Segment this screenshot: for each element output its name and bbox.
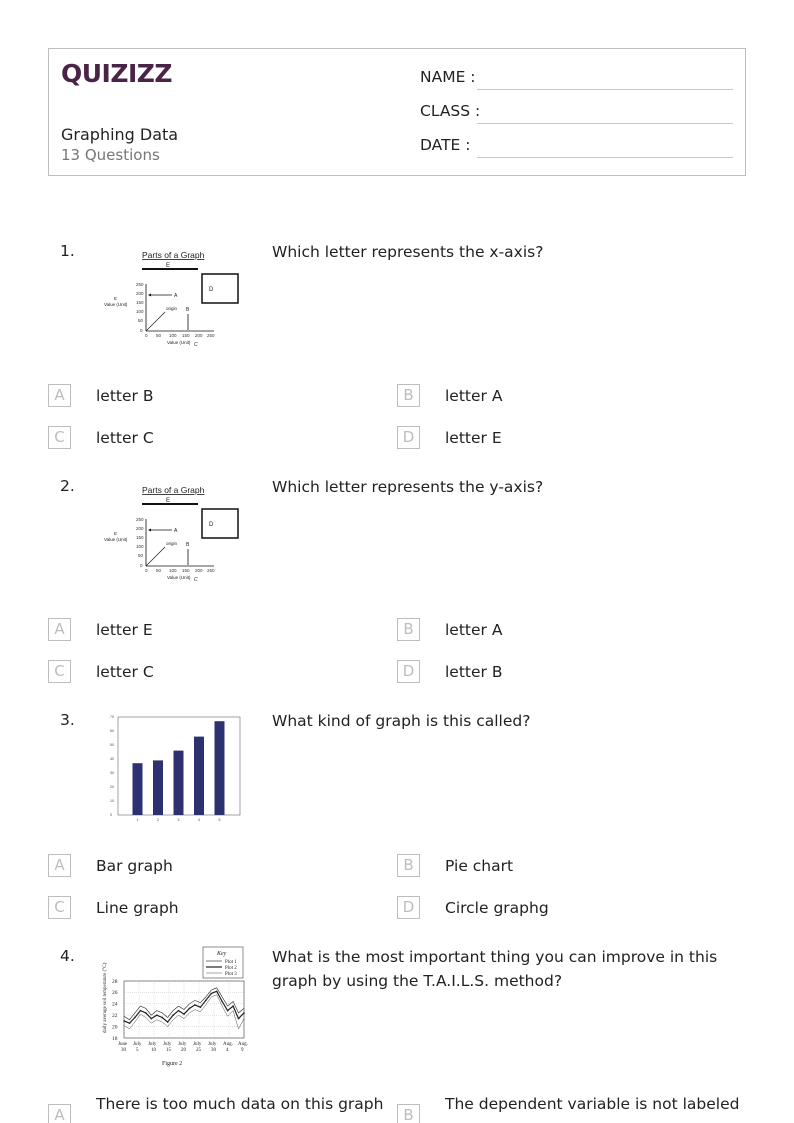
y-tick-label: 20 — [110, 785, 114, 790]
x-axis-label: Value (Unit) — [167, 575, 191, 580]
svg-text:E: E — [114, 296, 118, 301]
date-line — [477, 157, 733, 158]
series-point — [178, 1010, 180, 1012]
question-number: 2. — [60, 477, 75, 495]
option-a-text[interactable]: letter B — [96, 387, 154, 405]
x-tick-label: 2 — [157, 818, 159, 822]
name-label: NAME : — [420, 68, 476, 86]
bar-chart-image — [104, 713, 244, 825]
svg-text:Plot 3: Plot 3 — [225, 972, 237, 977]
svg-text:100: 100 — [136, 544, 144, 549]
y-tick-label: 60 — [110, 729, 114, 734]
y-tick-label: 18 — [112, 1035, 118, 1042]
svg-text:Plot 2: Plot 2 — [225, 966, 237, 971]
svg-text:origin: origin — [166, 306, 178, 311]
svg-text:50: 50 — [156, 333, 162, 338]
bar — [133, 763, 143, 815]
label-b: B — [186, 307, 190, 313]
series-point — [232, 1005, 234, 1007]
label-a: A — [174, 293, 178, 299]
option-b-box[interactable]: B — [397, 618, 420, 641]
option-b-box[interactable]: B — [397, 384, 420, 407]
bar — [194, 737, 204, 815]
question-number: 1. — [60, 242, 75, 260]
question-number: 3. — [60, 711, 75, 729]
x-tick-label: June — [118, 1042, 128, 1047]
svg-text:250: 250 — [136, 282, 144, 287]
y-tick-label: 70 — [110, 715, 114, 720]
x-tick-label: July — [148, 1042, 157, 1047]
quizizz-logo: QUIZIZZ — [61, 59, 173, 88]
series-point — [210, 993, 212, 995]
option-a-text[interactable]: letter E — [96, 621, 153, 639]
series-point — [183, 1013, 185, 1015]
option-c-box[interactable]: C — [48, 896, 71, 919]
svg-text:0: 0 — [145, 333, 148, 338]
y-tick-label: 24 — [112, 1001, 118, 1008]
option-c-text[interactable]: Line graph — [96, 899, 179, 917]
option-d-text[interactable]: letter B — [445, 663, 503, 681]
svg-text:200: 200 — [136, 291, 144, 296]
svg-text:200: 200 — [195, 333, 203, 338]
label-e: E — [166, 263, 171, 269]
x-tick-label: 30 — [211, 1048, 216, 1053]
x-tick-label: 5 — [136, 1048, 139, 1053]
x-tick-label: 30 — [121, 1048, 126, 1053]
svg-text:E: E — [114, 531, 118, 536]
svg-text:origin: origin — [166, 541, 178, 546]
x-tick-label: 20 — [181, 1048, 186, 1053]
x-tick-label: 9 — [241, 1048, 244, 1053]
option-b-text[interactable]: letter A — [445, 387, 503, 405]
x-tick-label: Aug. — [223, 1042, 233, 1047]
svg-text:150: 150 — [136, 300, 144, 305]
x-tick-label: 4 — [226, 1048, 229, 1053]
svg-text:250: 250 — [207, 568, 215, 573]
option-c-text[interactable]: letter C — [96, 429, 154, 447]
x-tick-label: July — [133, 1042, 142, 1047]
x-tick-label: Aug. — [238, 1042, 248, 1047]
label-d: D — [209, 522, 214, 528]
x-tick-label: 5 — [218, 818, 221, 822]
date-label: DATE : — [420, 136, 471, 154]
parts-of-graph-image — [100, 479, 258, 593]
series-point — [172, 1014, 174, 1016]
series-point — [167, 1021, 169, 1023]
option-a-box[interactable]: A — [48, 854, 71, 877]
series-point — [156, 1014, 158, 1016]
svg-text:100: 100 — [169, 568, 177, 573]
svg-text:0: 0 — [140, 328, 143, 333]
label-c: C — [194, 577, 198, 583]
series-point — [221, 1001, 223, 1003]
svg-text:50: 50 — [156, 568, 162, 573]
label-c: C — [194, 342, 198, 348]
x-tick-label: 15 — [166, 1048, 171, 1053]
y-tick-label: 50 — [110, 743, 114, 748]
option-b-text[interactable]: Pie chart — [445, 857, 514, 875]
x-tick-label: 3 — [177, 818, 180, 822]
image-title: Parts of a Graph — [142, 485, 205, 495]
option-c-box[interactable]: C — [48, 426, 71, 449]
svg-text:150: 150 — [182, 333, 190, 338]
label-d: D — [209, 287, 214, 293]
svg-text:0: 0 — [140, 563, 143, 568]
y-axis-label: Value (Unit) — [104, 537, 128, 542]
x-tick-label: July — [208, 1042, 217, 1047]
series-point — [238, 1018, 240, 1020]
option-d-text[interactable]: letter E — [445, 429, 502, 447]
y-axis-label: daily average soil temperature (°C) — [103, 962, 108, 1033]
question-number: 4. — [60, 947, 75, 965]
class-line — [477, 123, 733, 124]
option-d-box[interactable]: D — [397, 660, 420, 683]
option-a-box[interactable]: A — [48, 1104, 71, 1123]
series-point — [145, 1012, 147, 1014]
option-d-box[interactable]: D — [397, 426, 420, 449]
question-count: 13 Questions — [61, 146, 160, 164]
series-point — [200, 1006, 202, 1008]
option-b-text[interactable]: The dependent variable is not labeled — [445, 1095, 740, 1113]
series-point — [129, 1022, 131, 1024]
y-axis-label: Value (Unit) — [104, 302, 128, 307]
x-tick-label: 10 — [151, 1048, 156, 1053]
label-e: E — [166, 498, 171, 504]
x-tick-label: July — [193, 1042, 202, 1047]
svg-text:Plot 1: Plot 1 — [225, 960, 237, 965]
y-tick-label: 0 — [110, 813, 112, 818]
svg-text:200: 200 — [136, 526, 144, 531]
series-point — [150, 1018, 152, 1020]
y-tick-label: 26 — [112, 990, 118, 997]
svg-text:50: 50 — [138, 553, 144, 558]
y-tick-label: 22 — [112, 1013, 118, 1019]
series-point — [205, 1000, 207, 1002]
svg-text:0: 0 — [145, 568, 148, 573]
image-title: Parts of a Graph — [142, 250, 205, 260]
question-text: Which letter represents the x-axis? — [272, 243, 544, 261]
option-b-text[interactable]: letter A — [445, 621, 503, 639]
option-b-box[interactable]: B — [397, 1104, 420, 1123]
svg-text:150: 150 — [182, 568, 190, 573]
option-a-text[interactable]: Bar graph — [96, 857, 173, 875]
option-a-box[interactable]: A — [48, 618, 71, 641]
x-axis-label: Value (Unit) — [167, 340, 191, 345]
y-tick-label: 28 — [112, 978, 118, 985]
option-a-text[interactable]: There is too much data on this graph — [96, 1095, 384, 1113]
x-tick-label: July — [178, 1042, 187, 1047]
option-a-box[interactable]: A — [48, 384, 71, 407]
y-tick-label: 30 — [110, 771, 114, 776]
name-line — [477, 89, 733, 90]
y-tick-label: 10 — [110, 799, 114, 804]
bar — [174, 751, 184, 815]
series-point — [194, 1004, 196, 1006]
question-text: What kind of graph is this called? — [272, 712, 531, 730]
worksheet-title: Graphing Data — [61, 125, 179, 144]
svg-text:50: 50 — [138, 318, 144, 323]
class-label: CLASS : — [420, 102, 481, 120]
worksheet-header — [48, 48, 746, 176]
parts-of-graph-image — [100, 244, 258, 358]
soil-temperature-chart-image — [96, 945, 254, 1069]
series-point — [227, 1010, 229, 1012]
question-text: What is the most important thing you can improve in this graph by using the T.A.I.L.S. method? — [272, 948, 718, 990]
svg-text:200: 200 — [195, 568, 203, 573]
series-point — [189, 1008, 191, 1010]
option-b-box[interactable]: B — [397, 854, 420, 877]
figure-caption: Figure 2 — [162, 1061, 183, 1067]
y-tick-label: 20 — [112, 1024, 118, 1031]
question-text: Which letter represents the y-axis? — [272, 478, 544, 496]
label-a: A — [174, 528, 178, 534]
x-tick-label: 25 — [196, 1048, 201, 1053]
option-d-box[interactable]: D — [397, 896, 420, 919]
series-point — [243, 1012, 245, 1014]
y-tick-label: 40 — [110, 757, 114, 762]
series-point — [140, 1010, 142, 1012]
svg-text:Key: Key — [217, 951, 227, 957]
svg-text:100: 100 — [136, 309, 144, 314]
option-c-box[interactable]: C — [48, 660, 71, 683]
bar — [215, 721, 225, 815]
svg-text:100: 100 — [169, 333, 177, 338]
label-b: B — [186, 542, 190, 548]
option-d-text[interactable]: Circle graphg — [445, 899, 549, 917]
svg-text:250: 250 — [136, 517, 144, 522]
x-tick-label: 4 — [198, 818, 200, 822]
series-point — [216, 990, 218, 992]
x-tick-label: 1 — [136, 818, 139, 822]
series-point — [134, 1017, 136, 1019]
series-point — [123, 1020, 125, 1022]
option-c-text[interactable]: letter C — [96, 663, 154, 681]
bar — [153, 760, 163, 815]
x-tick-label: July — [163, 1042, 172, 1047]
series-point — [161, 1017, 163, 1019]
svg-text:250: 250 — [207, 333, 215, 338]
svg-text:150: 150 — [136, 535, 144, 540]
